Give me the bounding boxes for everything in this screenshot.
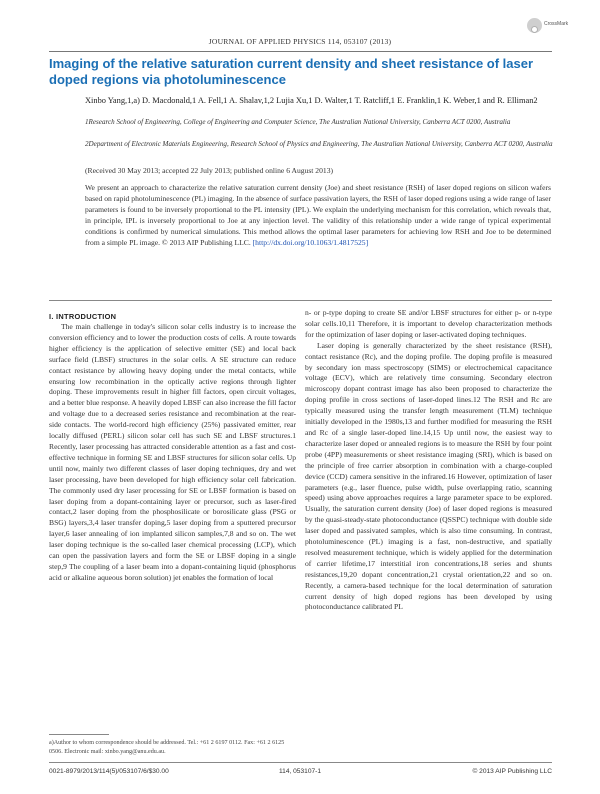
journal-header: JOURNAL OF APPLIED PHYSICS 114, 053107 (2013) xyxy=(208,37,392,46)
left-column xyxy=(49,322,296,584)
footnote: a)Author to whom correspondence should be addressed. Tel.: +61 2 6197 0112. Fax: +61 2 6125 0506. Electronic mail: xinbo.yang@anu.edu.au. xyxy=(49,740,285,755)
footer-issn: 0021-8979/2013/114(5)/053107/6/$30.00 xyxy=(49,768,169,775)
paragraph: The main challenge in today's silicon solar cells industry is to increase the conversion efficiency and to lower the production costs of cells. A route towards higher efficiency is the application of selective emitter (SE) and local back surface field (LBSF) structures in the solar cells. A SE structure can reduce contact resistance by allowing heavy doping under the metal contacts, while ensuring low recombination in the optically active regions through lighter doping. These improvements result in higher fill factors, open circuit voltages, and a better blue response. A heavily doped LBSF can also increase the fill factor and voltage due to a decreased series resistance and recombination at the rear-side contacts. The world-record high efficiency (25%) passivated emitter, rear locally diffused (PERL) silicon solar cell has such SE and LBSF structures.1 Recently, laser processing has attracted considerable attention as a fast and cost-effective technique in forming SE and LBSF structures for silicon solar cells. Up until now, mainly two different classes of laser doping techniques, dry and wet laser processing, have been developed for high efficiency solar cell fabrication. The commonly used dry laser processing for SE or LBSF formation is based on laser doping from a dopant-containing layer or precursor, such as laser-fired contact,2 laser doping from the phosphosilicate or borosilicate glass (PSG or BSG) layers,3,4 laser transfer doping,5 laser doping from a sputtered precursor layer,6 laser annealing of ion implanted silicon samples,7,8 and so on. The wet laser doping technique is the so-called laser chemical processing (LCP), which can open the passivation layers and form the SE or LBSF doping in a single step,9 The coupling of a laser beam into a dopant-containing liquid (phosphorus acid or alkaline aqueous boron solution) jet enables the formation of local xyxy=(49,322,296,582)
right-column xyxy=(305,308,552,613)
paragraph: Laser doping is generally characterized by the sheet resistance (RSH), contact resistance (Rc), and the doping profile. The doping profile is measured by secondary ion mass spectroscopy (SIMS) or electrochemical capacitance voltage (ECV), which are relatively time consuming. Secondary electron microscopy dopant contrast image has also been proposed to characterize the doping profile in cross sections of laser-doped lines.12 The RSH and Rc are typically measured using the transfer length measurement (TLM) technique initially developed in the 1980s,13 and further modified for measuring the RSH and Rc of a single laser-doped line.14,15 Up until now, the easiest way to characterize laser doped or annealed regions is to measure the RSH by four point probe (4PP) measurements or sheet resistance imaging (SRI), which is based on the principle of free carrier absorption in combination with a charge-coupled device (CCD) camera sensitive in the infrared.16 However, optimization of laser parameters (e.g., laser fluence, pulse width, pulse overlapping ratio, scanning speed) using above approaches requires a large parameter space to be explored. Usually, the saturation current density (Joe) of laser doped regions is measured by the quasi-steady-state photoconductance (QSSPC) technique with double side laser doped and passivated samples, which is also time consuming. In contrast, photoluminescence (PL) imaging is a fast, non-destructive, and spatially resolved measurement technique, which is widely applied for the determination of carrier lifetime,17 interstitial iron concentrations,18 series and shunts resistances,19,20 dopant concentration,21 crystal orientation,22 and so on. Recently, a camera-based technique for the local determination of saturation current density of high doped regions has been developed by using photoconductance calibrated PL xyxy=(305,340,552,612)
crossmark-label: CrossMark xyxy=(544,21,569,27)
footnote-rule xyxy=(49,734,109,735)
abstract xyxy=(85,183,551,248)
crossmark-logo[interactable] xyxy=(527,14,577,48)
paragraph: n- or p-type doping to create SE and/or LBSF structures for either p- or n-type solar cells.10,11 Therefore, it is important to develop characterization methods for the optimization of laser doping or laser-activated doping techniques. xyxy=(305,308,552,339)
affiliation-1: 1Research School of Engineering, College of Engineering and Computer Science, The Australian National University, Canberra ACT 0200, Australia xyxy=(85,118,511,126)
doi-link[interactable]: [http://dx.doi.org/10.1063/1.4817525] xyxy=(252,237,369,247)
affiliation-2: 2Department of Electronic Materials Engineering, Research School of Physics and Engineering, The Australian National University, Canberra ACT 0200, Australia xyxy=(85,140,553,148)
abstract-text: We present an approach to characterize the relative saturation current density (Joe) and sheet resistance (RSH) of laser doped regions on silicon wafers based on rapid photoluminescence (PL) imaging. In the absence of surface passivation layers, the RSH of laser doped regions using a wide range of laser parameters is found to be inversely proportional to the PL intensity (IPL). We explain the underlying mechanism for this correlation, which reveals that, in principle, IPL is inversely proportional to Joe at any injection level. The validity of this relationship under a wide range of typical experimental conditions is confirmed by numerical simulations. This method allows the optimal laser parameters for achieving low RSH and Joe to be determined from a simple PL image. xyxy=(85,183,551,247)
author-list: Xinbo Yang,1,a) D. Macdonald,1 A. Fell,1 A. Shalav,1,2 Lujia Xu,1 D. Walter,1 T. Ratcliff,1 E. Franklin,1 K. Weber,1 and R. Elliman2 xyxy=(85,96,538,105)
footer-rule xyxy=(49,762,552,763)
received-dates: (Received 30 May 2013; accepted 22 July 2013; published online 6 August 2013) xyxy=(85,166,334,175)
abstract-rule xyxy=(49,300,552,301)
header-rule xyxy=(49,51,552,52)
footer-copyright: © 2013 AIP Publishing LLC xyxy=(472,768,552,775)
crossmark-icon xyxy=(527,18,542,33)
paper-title: Imaging of the relative saturation current density and sheet resistance of laser doped regions via photoluminescence xyxy=(49,56,534,87)
section-heading: I. INTRODUCTION xyxy=(49,312,117,321)
footer-page: 114, 053107-1 xyxy=(278,768,322,775)
copyright: © 2013 AIP Publishing LLC. xyxy=(161,237,251,247)
